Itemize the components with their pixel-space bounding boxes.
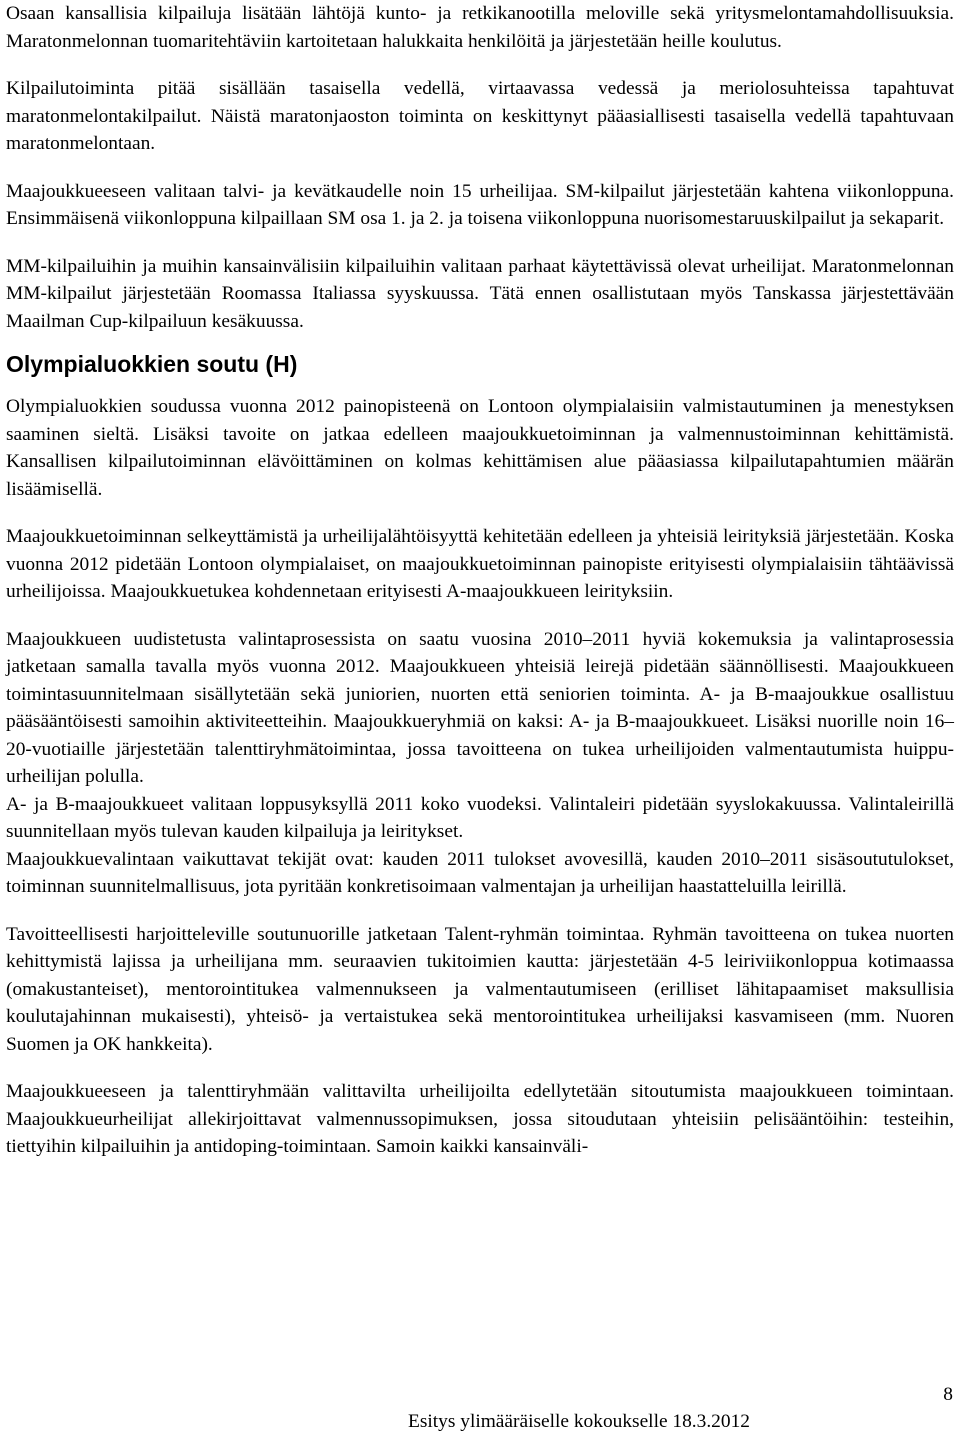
paragraph-selection-camp: A- ja B-maajoukkueet valitaan loppusyksyllä 2011 koko vuodeksi. Valintaleiri pidetään syyslokakuussa. Valintaleirillä suunnitellaan myös tulevan kauden kilpailuja ja leiritykset.: [6, 793, 954, 842]
paragraph-commitment: Maajoukkueeseen ja talenttiryhmään valittavilta urheilijoilta edellytetään sitoutumista maajoukkueen toimintaan. Maajoukkueurheilijat allekirjoittavat valmennussopimuksen, jossa sitoudutaan yhteisiin pelisääntöihin: testeihin, tiettyihin kilpailuihin ja antidoping-toimintaan. Samoin kaikki kansainväli-: [6, 1081, 954, 1157]
paragraph-national-team: Maajoukkueeseen valitaan talvi- ja kevätkaudelle noin 15 urheilijaa. SM-kilpailut järjestetään kahtena viikonloppuna. Ensimmäisenä viikonloppuna kilpaillaan SM osa 1. ja 2. ja toisena viikonloppuna nuorisomestaruuskilpailut ja sekaparit.: [6, 180, 954, 229]
page-footer: Esitys ylimääräiselle kokoukselle 18.3.2012: [408, 1411, 750, 1432]
paragraph-selection-process: Maajoukkueen uudistetusta valintaprosessista on saatu vuosina 2010–2011 hyviä kokemuksia ja valintaprosessia jatketaan samalla tavalla myös vuonna 2012. Maajoukkueen yhteisiä leirejä pidetään säännöllisesti. Maajoukkueen toimintasuunnitelmaan sisällytetään sekä juniorien, nuorten että seniorien toiminta. A- ja B-maajoukkue osallistuu pääsääntöisesti samoihin aktiviteetteihin. Maajoukkueryhmiä on kaksi: A- ja B-maajoukkueet. Lisäksi nuorille noin 16–20-vuotiaille järjestetään talenttiryhmätoimintaa, jossa tavoitteena on tukea urheilijoiden valmentautumista huippu-urheilijan polulla.: [6, 628, 954, 787]
paragraph-talent-group: Tavoitteellisesti harjoitteleville soutunuorille jatketaan Talent-ryhmän toimintaa. Ryhmän tavoitteena on tukea nuorten kehittymistä lajissa ja urheilijana mm. seuraavien tukitoimien kautta: järjestetään 4-5 leiriviikonloppua kotimaassa (omakustanteiset), mentorointitukea valmennukseen ja valmentautumiseen (erilliset lähitapaamiset maksullisia koulutajahinnan mukaisesti), yhteisö- ja vertaistukea sekä mentorointitukea urheilijaksi kasvamiseen (mm. Nuoren Suomen ja OK hankkeita).: [6, 923, 954, 1055]
paragraph-competition-activity: Kilpailutoiminta pitää sisällään tasaisella vedellä, virtaavassa vedessä ja meriolosuhteissa tapahtuvat maratonmelontakilpailut. Näistä maratonjaoston toiminta on keskittynyt pääasiallisesti tasaisella vedellä tapahtuvaan maratonmelontaan.: [6, 78, 954, 154]
paragraph-competitions: Osaan kansallisia kilpailuja lisätään lähtöjä kunto- ja retkikanootilla meloville sekä yritysmelontamahdollisuuksia. Maratonmelonnan tuomaritehtäviin kartoitetaan halukkaita henkilöitä ja järjestetään heille koulutus.: [6, 3, 954, 52]
page-number: 8: [943, 1384, 953, 1405]
paragraph-selection-factors: Maajoukkuevalintaan vaikuttavat tekijät ovat: kauden 2011 tulokset avovesillä, kauden 2010–2011 sisäsoututulokset, toiminnan suunnitelmallisuus, jota pyritään konkretisoimaan valmentajan ja urheilijan haastatteluilla leirillä.: [6, 848, 954, 897]
paragraph-team-clarification: Maajoukkuetoiminnan selkeyttämistä ja urheilijalähtöisyyttä kehitetään edelleen ja yhteisiä leirityksiä järjestetään. Koska vuonna 2012 pidetään Lontoon olympialaiset, on maajoukkuetoiminnan painopiste erityisesti olympialaisiin tähtäävissä urheilijoissa. Maajoukkuetukea kohdennetaan erityisesti A-maajoukkueen leirityksiin.: [6, 526, 954, 602]
paragraph-world-championships: MM-kilpailuihin ja muihin kansainvälisiin kilpailuihin valitaan parhaat käytettävissä olevat urheilijat. Maratonmelonnan MM-kilpailut järjestetään Roomassa Italiassa syyskuussa. Tätä ennen osallistutaan myös Tanskassa järjestettävään Maailman Cup-kilpailuun kesäkuussa.: [6, 255, 954, 332]
page-content: [6, 0, 954, 1161]
section-heading: Olympialuokkien soutu (H): [6, 351, 298, 377]
paragraph-olympic-rowing: Olympialuokkien soudussa vuonna 2012 painopisteenä on Lontoon olympialaisiin valmistautuminen ja menestyksen saaminen sieltä. Lisäksi tavoite on jatkaa edelleen maajoukkuetoiminnan ja valmennustoiminnan kehittämistä. Kansallisen kilpailutoiminnan elävöittäminen on kolmas kehittämisen alue pääasiassa kilpailutapahtumien määrän lisäämisellä.: [6, 396, 954, 500]
